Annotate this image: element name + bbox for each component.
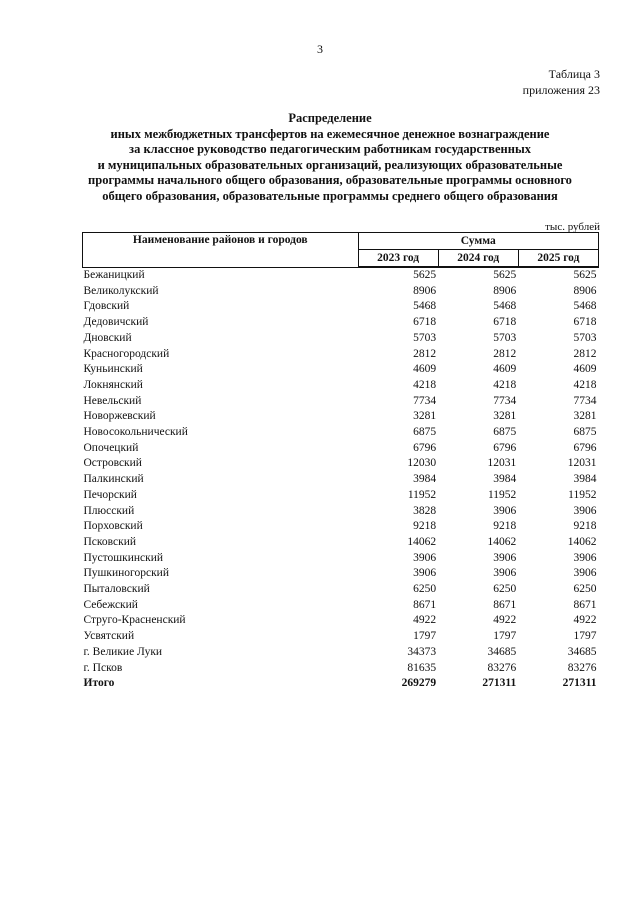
table-row: [83, 661, 599, 677]
row-name: Порховский: [83, 520, 143, 533]
value-2024: 14062: [487, 535, 517, 548]
row-name: Дедовичский: [83, 316, 149, 329]
row-name: Палкинский: [83, 473, 144, 486]
value-2023: 4609: [413, 363, 437, 376]
table-row: [83, 566, 599, 582]
value-2025: 14062: [567, 535, 597, 548]
value-2024: 6796: [493, 441, 517, 454]
value-2025: 7734: [573, 394, 597, 407]
table-row: [83, 551, 599, 567]
value-2025: 11952: [568, 488, 597, 501]
value-2025: 83276: [567, 661, 597, 674]
value-2024: 4218: [493, 378, 517, 391]
header-year-2025: 2025 год: [518, 250, 598, 268]
value-2023: 8906: [413, 284, 437, 297]
title-line5: программы начального общего образования, образовательные программы основного: [88, 173, 572, 188]
value-2023: 3828: [413, 504, 437, 517]
row-name: Себежский: [83, 598, 138, 611]
row-name: Печорский: [83, 488, 137, 501]
table-row: [83, 267, 599, 284]
row-name: Плюсский: [83, 504, 135, 517]
value-2025: 1797: [573, 630, 597, 643]
row-name: Струго-Красненский: [83, 614, 186, 627]
table-row: [83, 613, 599, 629]
distribution-table: [82, 232, 599, 692]
units-label: тыс. рублей: [545, 221, 600, 233]
value-2024: 3281: [493, 410, 517, 423]
value-2023: 14062: [407, 535, 437, 548]
table-body: [83, 267, 599, 692]
value-2025: 34685: [567, 645, 597, 658]
table-row: [83, 299, 599, 315]
table-row: [83, 394, 599, 410]
header-name: Наименование районов и городов: [83, 233, 359, 268]
row-name: Новоржевский: [83, 410, 156, 423]
table-row: [83, 519, 599, 535]
title-line6: общего образования, образовательные программы среднего общего образования: [102, 188, 558, 203]
title-line4: и муниципальных образовательных организаций, реализующих образовательные: [97, 157, 563, 172]
value-2023: 3906: [413, 567, 437, 580]
row-name: Островский: [83, 457, 142, 470]
row-name: Великолукский: [83, 284, 159, 297]
value-2024: 9218: [493, 520, 517, 533]
value-2023: 3906: [413, 551, 437, 564]
row-name: Пушкиногорский: [83, 567, 169, 580]
total-value-2023: 269279: [401, 677, 437, 690]
value-2023: 9218: [413, 520, 437, 533]
title-line3: за классное руководство педагогическим работникам государственных: [129, 142, 531, 157]
row-name: Псковский: [83, 535, 137, 548]
value-2024: 6718: [493, 316, 517, 329]
table-row: [83, 347, 599, 363]
table-row: [83, 488, 599, 504]
value-2024: 3906: [493, 567, 517, 580]
value-2023: 3984: [413, 473, 437, 486]
title-line1: Распределение: [288, 111, 372, 125]
value-2025: 6796: [573, 441, 597, 454]
table-row: [83, 378, 599, 394]
total-row-name: Итого: [83, 677, 115, 690]
value-2024: 8906: [493, 284, 517, 297]
row-name: Дновский: [83, 331, 132, 344]
value-2023: 3281: [413, 410, 437, 423]
value-2025: 4218: [573, 378, 597, 391]
table-row: [83, 582, 599, 598]
header-year-2024: 2024 год: [438, 250, 518, 268]
value-2023: 8671: [413, 598, 437, 611]
value-2024: 5703: [493, 331, 517, 344]
total-value-2024: 271311: [482, 677, 517, 690]
table-row: [83, 456, 599, 472]
value-2025: 2812: [573, 347, 597, 360]
value-2024: 3906: [493, 504, 517, 517]
value-2025: 5625: [573, 269, 597, 281]
value-2024: 7734: [493, 394, 517, 407]
value-2025: 5468: [573, 300, 597, 313]
row-name: Пыталовский: [83, 583, 150, 596]
value-2024: 11952: [487, 488, 517, 501]
row-name: г. Великие Луки: [83, 645, 163, 658]
value-2023: 34373: [407, 645, 437, 658]
value-2025: 6875: [573, 426, 597, 439]
table-row: [83, 409, 599, 425]
value-2025: 3906: [573, 504, 597, 517]
table-reference: [523, 66, 600, 98]
row-name: Локнянский: [83, 378, 143, 391]
row-name: Невельский: [83, 394, 142, 407]
value-2025: 3281: [573, 410, 597, 423]
value-2023: 6250: [413, 583, 437, 596]
value-2023: 11952: [407, 488, 437, 501]
value-2024: 4922: [493, 614, 517, 627]
value-2023: 6718: [413, 316, 437, 329]
value-2025: 6718: [573, 316, 597, 329]
value-2024: 6250: [493, 583, 517, 596]
value-2024: 12031: [487, 457, 517, 470]
value-2024: 1797: [493, 630, 517, 643]
table-row: [83, 598, 599, 614]
row-name: Опочецкий: [83, 441, 139, 454]
row-name: Бежаницкий: [83, 268, 145, 281]
value-2025: 3906: [573, 567, 597, 580]
value-2024: 3984: [493, 473, 517, 486]
value-2025: 12031: [567, 457, 597, 470]
row-name: Новосокольнический: [83, 426, 188, 439]
value-2024: 83276: [487, 661, 517, 674]
value-2024: 5625: [493, 269, 517, 281]
value-2023: 7734: [413, 394, 437, 407]
value-2024: 6875: [493, 426, 517, 439]
table-row: [83, 331, 599, 347]
value-2025: 3906: [573, 551, 597, 564]
table-row: [83, 504, 599, 520]
value-2023: 5468: [413, 300, 437, 313]
value-2025: 8906: [573, 284, 597, 297]
value-2025: 5703: [573, 331, 597, 344]
table-row: [83, 645, 599, 661]
value-2023: 6796: [413, 441, 437, 454]
table-row: [83, 535, 599, 551]
value-2023: 4218: [413, 378, 437, 391]
page-number: 3: [317, 42, 323, 56]
header-year-2023: 2023 год: [358, 250, 438, 268]
title-line2: иных межбюджетных трансфертов на ежемесячное денежное вознаграждение: [110, 126, 550, 141]
table-ref-line1: Таблица 3: [548, 67, 600, 81]
value-2025: 6250: [573, 583, 597, 596]
value-2024: 5468: [493, 300, 517, 313]
value-2024: 8671: [493, 598, 517, 611]
value-2023: 6875: [413, 426, 437, 439]
value-2025: 4609: [573, 363, 597, 376]
total-value-2025: 271311: [562, 677, 597, 690]
table-row: [83, 472, 599, 488]
value-2023: 81635: [407, 661, 437, 674]
row-name: Пустошкинский: [83, 551, 164, 564]
value-2023: 4922: [413, 614, 437, 627]
value-2023: 12030: [407, 457, 437, 470]
value-2025: 3984: [573, 473, 597, 486]
header-sum: Сумма: [358, 233, 598, 250]
total-row: [83, 676, 599, 692]
value-2023: 2812: [413, 347, 437, 360]
value-2024: 2812: [493, 347, 517, 360]
table-row: [83, 284, 599, 300]
row-name: Усвятский: [83, 630, 135, 643]
value-2024: 3906: [493, 551, 517, 564]
table-row: [83, 315, 599, 331]
value-2023: 5625: [413, 269, 437, 281]
value-2024: 4609: [493, 363, 517, 376]
row-name: г. Псков: [83, 661, 123, 674]
value-2025: 8671: [573, 598, 597, 611]
value-2024: 34685: [487, 645, 517, 658]
table-ref-line2: приложения 23: [522, 83, 600, 97]
value-2023: 1797: [413, 630, 437, 643]
value-2023: 5703: [413, 331, 437, 344]
row-name: Красногородский: [83, 347, 170, 360]
row-name: Куньинский: [83, 363, 143, 376]
table-row: [83, 362, 599, 378]
value-2025: 9218: [573, 520, 597, 533]
table-row: [83, 441, 599, 457]
table-row: [83, 425, 599, 441]
row-name: Гдовский: [83, 300, 130, 313]
value-2025: 4922: [573, 614, 597, 627]
table-row: [83, 629, 599, 645]
document-title: [40, 111, 620, 205]
